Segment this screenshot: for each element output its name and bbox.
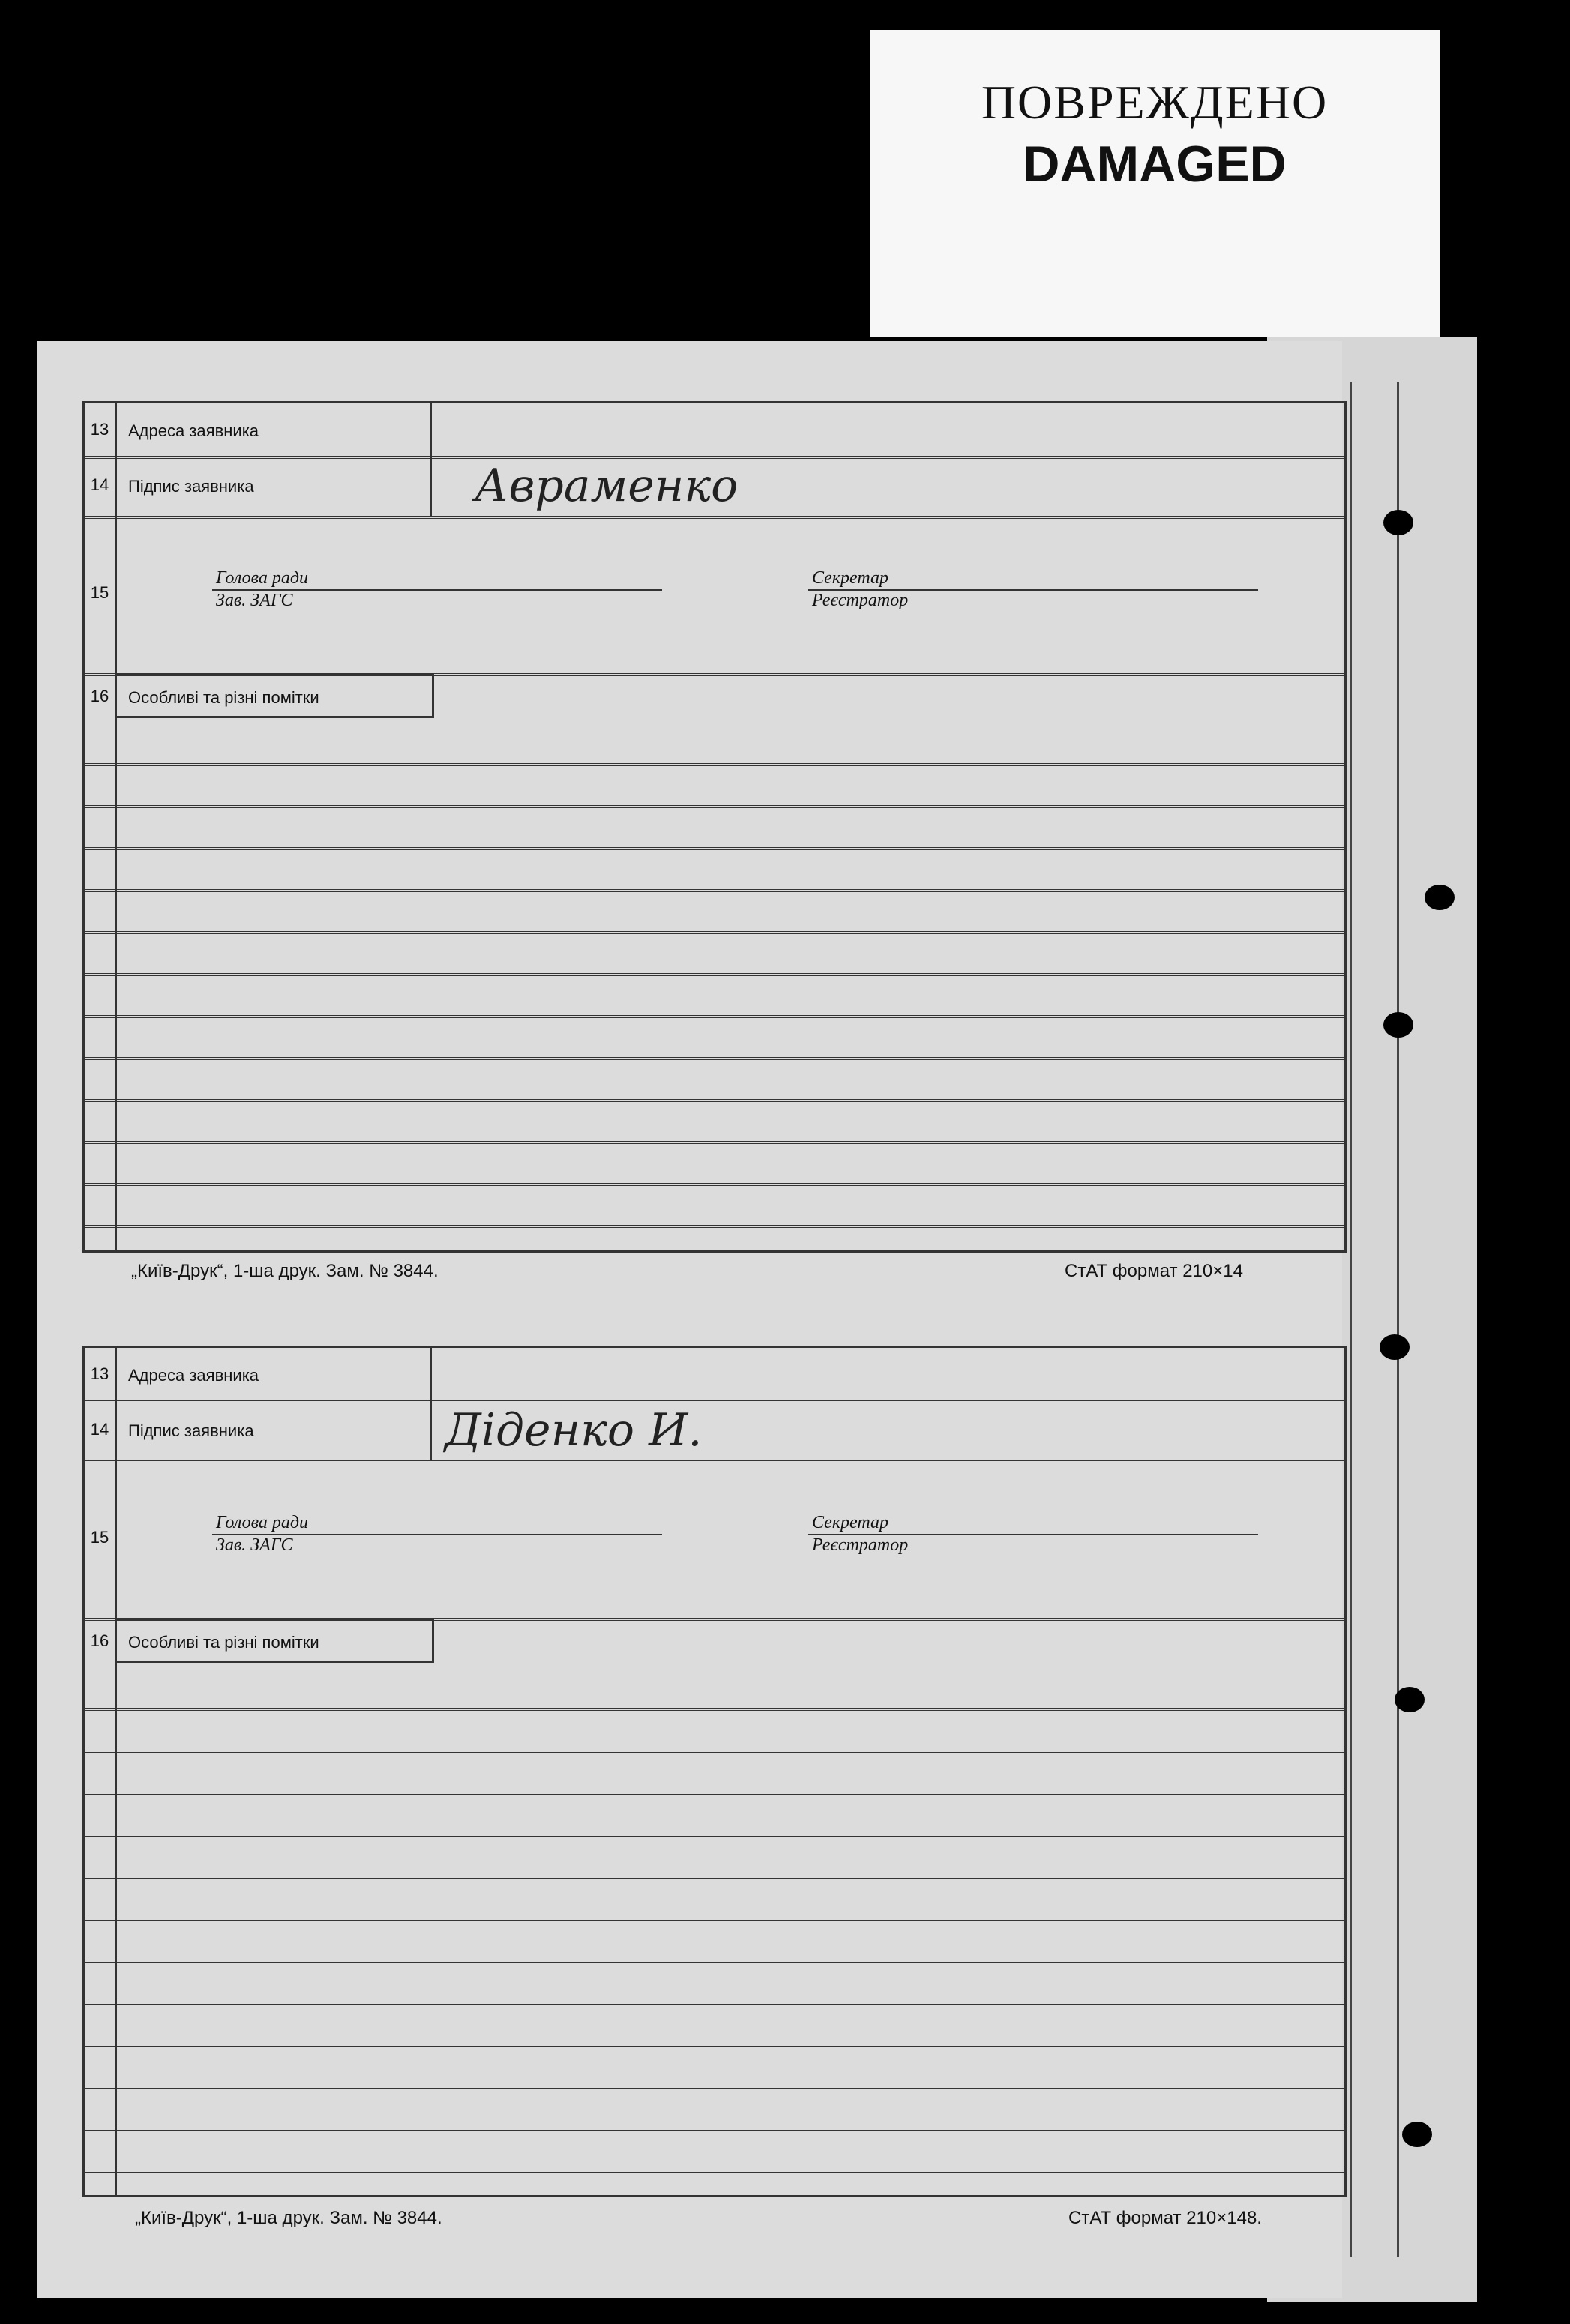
- row-13: [85, 403, 1344, 459]
- row-14: [85, 1400, 1344, 1463]
- punch-hole: [1383, 510, 1413, 535]
- punch-hole: [1380, 1334, 1410, 1360]
- form-upper: [82, 401, 1347, 1253]
- row-number: 14: [90, 475, 109, 494]
- row-label: Особливі та різні помітки: [128, 688, 319, 707]
- sign-right-1: Секретар: [812, 1513, 889, 1532]
- punch-hole: [1383, 1012, 1413, 1038]
- footer-printer: „Київ-Друк“, 1-ша друк. Зам. № 3844.: [135, 2208, 442, 2228]
- punch-hole: [1425, 885, 1455, 910]
- row-15: [85, 516, 1344, 676]
- footer-format: СтАТ формат 210×14: [1065, 1261, 1243, 1281]
- applicant-signature: Авраменко: [475, 460, 739, 512]
- sign-right-2: Реєстратор: [812, 591, 909, 610]
- row-number: 16: [90, 1631, 109, 1650]
- row-label: Підпис заявника: [128, 1421, 254, 1440]
- applicant-signature: Діденко И.: [445, 1404, 703, 1457]
- row-number: 15: [90, 583, 109, 602]
- damaged-stamp: [870, 30, 1440, 337]
- row-number: 16: [90, 687, 109, 705]
- punch-hole: [1395, 1687, 1425, 1712]
- row-number: 14: [90, 1420, 109, 1439]
- punch-hole: [1402, 2122, 1432, 2147]
- row-number: 13: [90, 420, 109, 439]
- row-number: 13: [90, 1364, 109, 1383]
- footer-printer: „Київ-Друк“, 1-ша друк. Зам. № 3844.: [131, 1261, 439, 1281]
- row-16: [85, 673, 1344, 718]
- row-label: Підпис заявника: [128, 477, 254, 496]
- row-number: 15: [90, 1528, 109, 1547]
- row-14: [85, 456, 1344, 519]
- stamp-text-en: DAMAGED: [1023, 136, 1287, 193]
- sign-right-2: Реєстратор: [812, 1535, 909, 1555]
- row-15: [85, 1460, 1344, 1621]
- stamp-text-ru: ПОВРЕЖДЕНО: [981, 76, 1329, 129]
- form-lower: [82, 1346, 1347, 2197]
- row-16: [85, 1618, 1344, 1663]
- document-sheet: [37, 341, 1342, 2298]
- sign-left-2: Зав. ЗАГС: [216, 591, 293, 610]
- footer-format: СтАТ формат 210×148.: [1068, 2208, 1262, 2228]
- row-label: Особливі та різні помітки: [128, 1633, 319, 1652]
- row-13: [85, 1348, 1344, 1403]
- row-label: Адреса заявника: [128, 1366, 259, 1385]
- row-label: Адреса заявника: [128, 421, 259, 440]
- sign-right-1: Секретар: [812, 568, 889, 588]
- sign-left-1: Голова ради: [216, 1513, 308, 1532]
- sign-left-2: Зав. ЗАГС: [216, 1535, 293, 1555]
- sign-left-1: Голова ради: [216, 568, 308, 588]
